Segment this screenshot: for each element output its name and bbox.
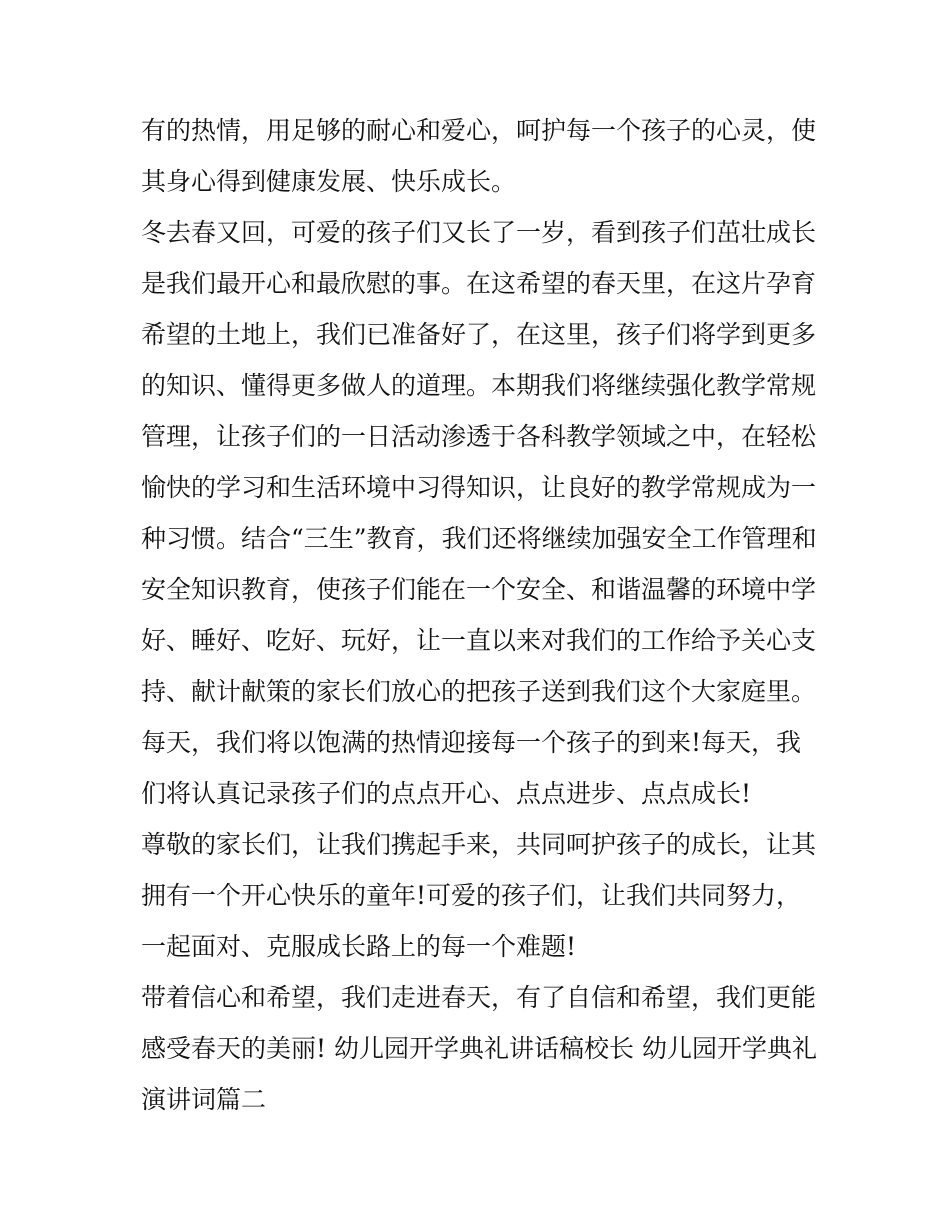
text-line: 们将认真记录孩子们的点点开心、点点进步、点点成长! — [141, 779, 752, 808]
text-line: 冬去春又回，可爱的孩子们又长了一岁，看到孩子们茁壮成长 — [141, 218, 817, 247]
text-line: 拥有一个开心快乐的童年!可爱的孩子们，让我们共同努力， — [141, 881, 802, 910]
body-text — [141, 105, 821, 1125]
text-line: 安全知识教育，使孩子们能在一个安全、和谐温馨的环境中学 — [141, 575, 817, 604]
text-line: 持、献计献策的家长们放心的把孩子送到我们这个大家庭里。 — [141, 677, 817, 706]
text-line: 的知识、懂得更多做人的道理。本期我们将继续强化教学常规 — [141, 371, 817, 400]
text-line: 其身心得到健康发展、快乐成长。 — [141, 167, 517, 196]
text-line: 好、睡好、吃好、玩好，让一直以来对我们的工作给予关心支 — [141, 626, 817, 655]
text-line: 带着信心和希望，我们走进春天，有了自信和希望，我们更能 — [141, 983, 817, 1012]
text-line: 是我们最开心和最欣慰的事。在这希望的春天里，在这片孕育 — [141, 269, 817, 298]
text-line: 管理，让孩子们的一日活动渗透于各科教学领域之中，在轻松 — [141, 422, 817, 451]
text-line: 有的热情，用足够的耐心和爱心，呵护每一个孩子的心灵，使 — [141, 116, 817, 145]
text-line: 演讲词篇二 — [141, 1085, 267, 1114]
text-line: 种习惯。结合“三生”教育，我们还将继续加强安全工作管理和 — [141, 524, 817, 553]
text-line: 一起面对、克服成长路上的每一个难题! — [141, 932, 577, 961]
text-line: 感受春天的美丽! 幼儿园开学典礼讲话稿校长 幼儿园开学典礼 — [141, 1034, 817, 1063]
text-line: 每天，我们将以饱满的热情迎接每一个孩子的到来!每天，我 — [141, 728, 802, 757]
text-line: 尊敬的家长们，让我们携起手来，共同呵护孩子的成长，让其 — [141, 830, 817, 859]
text-line: 希望的土地上，我们已准备好了，在这里，孩子们将学到更多 — [141, 320, 817, 349]
text-line: 愉快的学习和生活环境中习得知识，让良好的教学常规成为一 — [141, 473, 817, 502]
